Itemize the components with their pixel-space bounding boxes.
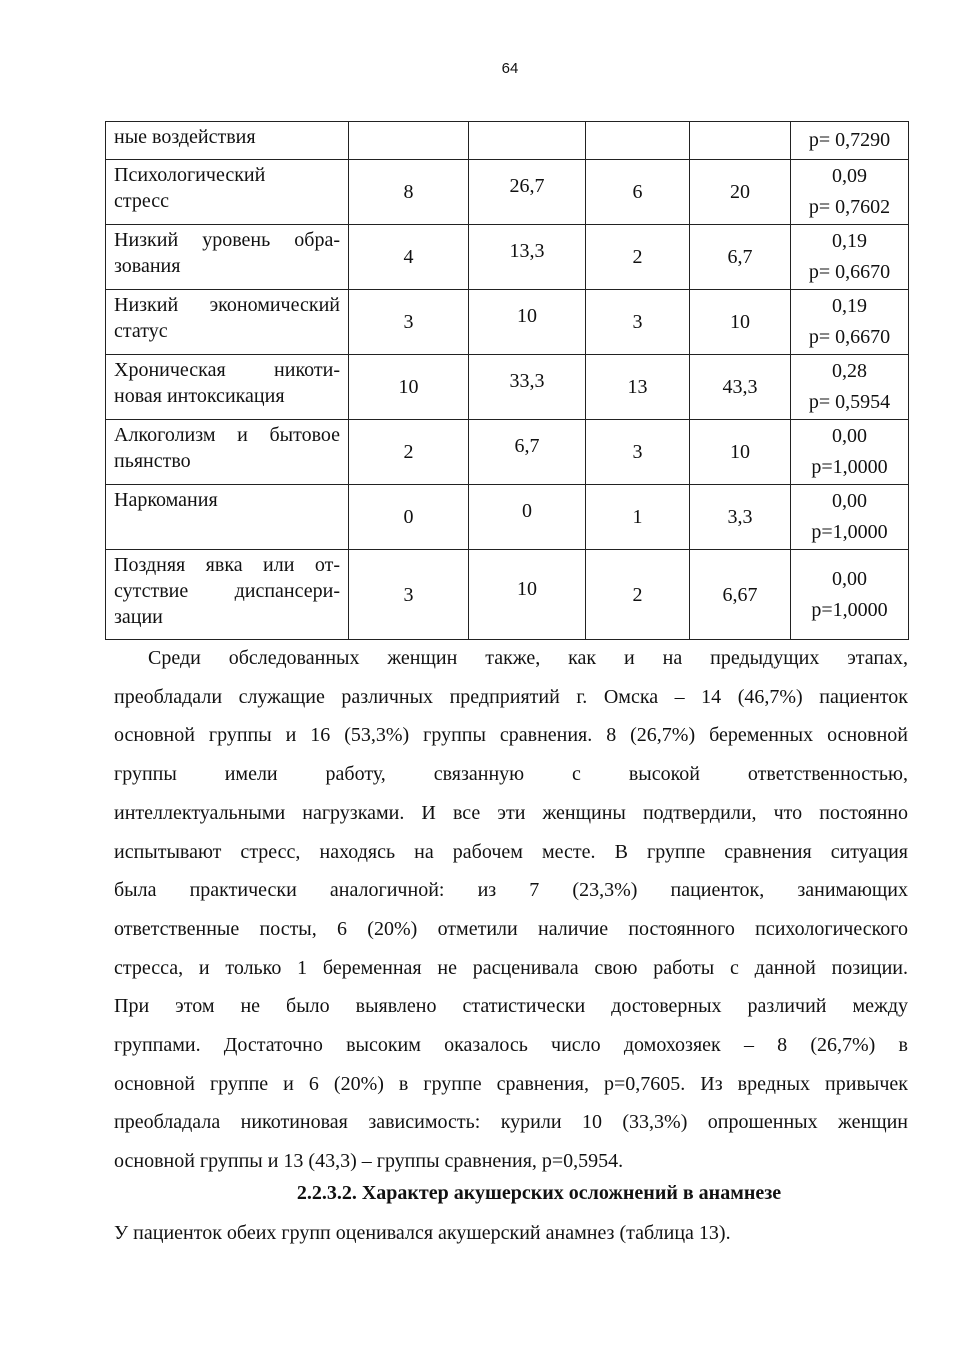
value-cell-c4: 10 — [690, 420, 791, 485]
statistic-line: p= 0,7290 — [808, 129, 891, 151]
value-cell-c3: 1 — [586, 485, 690, 550]
value-cell-c3: 2 — [586, 550, 690, 640]
value-cell-c3: 6 — [586, 160, 690, 225]
value-cell-c1: 2 — [349, 420, 469, 485]
paragraph-line: группы имели работу, связанную с высокой ответственностью, — [114, 763, 908, 786]
value-cell-c1: 4 — [349, 225, 469, 290]
paragraph-line: преобладали служащие различных предприятий г. Омска – 14 (46,7%) пациенток — [114, 685, 908, 708]
factor-label-line: ные воздействия — [114, 126, 256, 148]
value-cell-c4: 43,3 — [690, 355, 791, 420]
statistic-line: p= 0,6670 — [808, 326, 891, 348]
paragraph-line: основной группы и 16 (53,3%) группы сравнения. 8 (26,7%) беременных основной — [114, 724, 908, 747]
value-cell-c1: 3 — [349, 550, 469, 640]
value-cell-c4: 6,7 — [690, 225, 791, 290]
factor-label — [106, 485, 349, 550]
value-cell-c2: 6,7 — [469, 420, 586, 485]
factor-label — [106, 420, 349, 485]
value-cell-c1: 8 — [349, 160, 469, 225]
factor-label-line: стресс — [114, 190, 169, 212]
statistic-line: 0,00 — [832, 425, 867, 447]
value-cell-c4: 20 — [690, 160, 791, 225]
table-row — [106, 355, 909, 420]
paragraph-line: Среди обследованных женщин также, как и на предыдущих этапах, — [148, 647, 908, 669]
statistic-cell — [791, 225, 909, 290]
factor-label — [106, 550, 349, 640]
factor-label-line: Алкоголизм и бытовое — [114, 424, 340, 446]
factor-label-line: зования — [114, 255, 181, 277]
statistic-line: p= 0,5954 — [808, 391, 891, 413]
statistic-cell — [791, 550, 909, 640]
factor-label-line: Низкий экономический — [114, 294, 340, 316]
paragraph-line: При этом не было выявлено статистически достоверных различий между — [114, 995, 908, 1018]
statistic-cell — [791, 355, 909, 420]
value-cell-c4: 10 — [690, 290, 791, 355]
statistic-line: 0,09 — [832, 165, 867, 187]
factor-label-line: Низкий уровень обра- — [114, 229, 340, 251]
value-cell-c4: 6,67 — [690, 550, 791, 640]
factor-label — [106, 290, 349, 355]
value-cell-c3: 3 — [586, 420, 690, 485]
value-cell-c1: 0 — [349, 485, 469, 550]
factor-label — [106, 160, 349, 225]
factor-label-line: статус — [114, 320, 168, 342]
statistic-line: p= 0,6670 — [808, 261, 891, 283]
value-cell-c1 — [349, 122, 469, 160]
statistic-line: 0,00 — [832, 567, 867, 590]
page-number: 64 — [501, 60, 519, 77]
paragraph-line: основной группе и 6 (20%) в группе сравнения, p=0,7605. Из вредных привычек — [114, 1072, 908, 1095]
factor-label-line: Наркомания — [114, 489, 218, 511]
statistic-cell — [791, 485, 909, 550]
value-cell-c2: 0 — [469, 485, 586, 550]
statistic-line: 0,19 — [832, 230, 867, 252]
statistic-line: 0,28 — [832, 360, 867, 382]
paragraph-line: группами. Достаточно высоким оказалось число домохозяек – 8 (26,7%) в — [114, 1034, 908, 1057]
table-row — [106, 122, 909, 160]
statistic-cell — [791, 160, 909, 225]
value-cell-c3: 13 — [586, 355, 690, 420]
paragraph-line: ответственные посты, 6 (20%) отметили наличие постоянного психологического — [114, 917, 908, 940]
value-cell-c2: 26,7 — [469, 160, 586, 225]
statistic-line: 0,00 — [832, 490, 867, 512]
statistic-line: p=1,0000 — [811, 456, 888, 478]
statistic-line: p=1,0000 — [811, 598, 888, 621]
section-heading: 2.2.3.2. Характер акушерских осложнений в анамнезе — [296, 1182, 782, 1204]
value-cell-c3 — [586, 122, 690, 160]
value-cell-c3: 3 — [586, 290, 690, 355]
value-cell-c1: 10 — [349, 355, 469, 420]
value-cell-c3: 2 — [586, 225, 690, 290]
statistic-line: p=1,0000 — [811, 521, 888, 543]
value-cell-c4 — [690, 122, 791, 160]
factor-label-line: зации — [114, 606, 163, 628]
statistic-cell — [791, 290, 909, 355]
value-cell-c2: 10 — [469, 290, 586, 355]
paragraph-line: испытывают стресс, находясь на рабочем месте. В группе сравнения ситуация — [114, 840, 908, 863]
statistic-line: p= 0,7602 — [808, 196, 891, 218]
table-row — [106, 420, 909, 485]
factor-label — [106, 355, 349, 420]
value-cell-c2 — [469, 122, 586, 160]
factor-label-line: сутствие диспансери- — [114, 580, 340, 602]
statistic-cell — [791, 420, 909, 485]
value-cell-c1: 3 — [349, 290, 469, 355]
closing-sentence: У пациенток обеих групп оценивался акушерский анамнез (таблица 13). — [114, 1222, 731, 1244]
table-row — [106, 225, 909, 290]
value-cell-c4: 3,3 — [690, 485, 791, 550]
value-cell-c2: 13,3 — [469, 225, 586, 290]
table-row — [106, 290, 909, 355]
factor-label — [106, 122, 349, 160]
value-cell-c2: 10 — [469, 550, 586, 640]
table-row — [106, 550, 909, 640]
body-paragraph — [114, 639, 908, 1181]
factor-label-line: Поздняя явка или от- — [114, 554, 340, 576]
factor-label-line: пьянство — [114, 450, 191, 472]
statistic-cell — [791, 122, 909, 160]
factor-label-line: новая интоксикация — [114, 385, 285, 407]
table-row — [106, 485, 909, 550]
value-cell-c2: 33,3 — [469, 355, 586, 420]
statistic-line: 0,19 — [832, 295, 867, 317]
paragraph-line: основной группы и 13 (43,3) – группы сравнения, p=0,5954. — [114, 1150, 624, 1173]
factor-label — [106, 225, 349, 290]
factor-label-line: Хроническая никоти- — [114, 359, 340, 381]
table-row — [106, 160, 909, 225]
risk-factors-table — [105, 121, 909, 640]
paragraph-line: стресса, и только 1 беременная не расценивала свою работы с данной позиции. — [114, 956, 908, 979]
paragraph-line: интеллектуальными нагрузками. И все эти женщины подтвердили, что постоянно — [114, 801, 908, 824]
factor-label-line: Психологический — [114, 164, 266, 186]
paragraph-line: была практически аналогичной: из 7 (23,3%) пациенток, занимающих — [114, 879, 908, 902]
paragraph-line: преобладала никотиновая зависимость: курили 10 (33,3%) опрошенных женщин — [114, 1111, 908, 1134]
